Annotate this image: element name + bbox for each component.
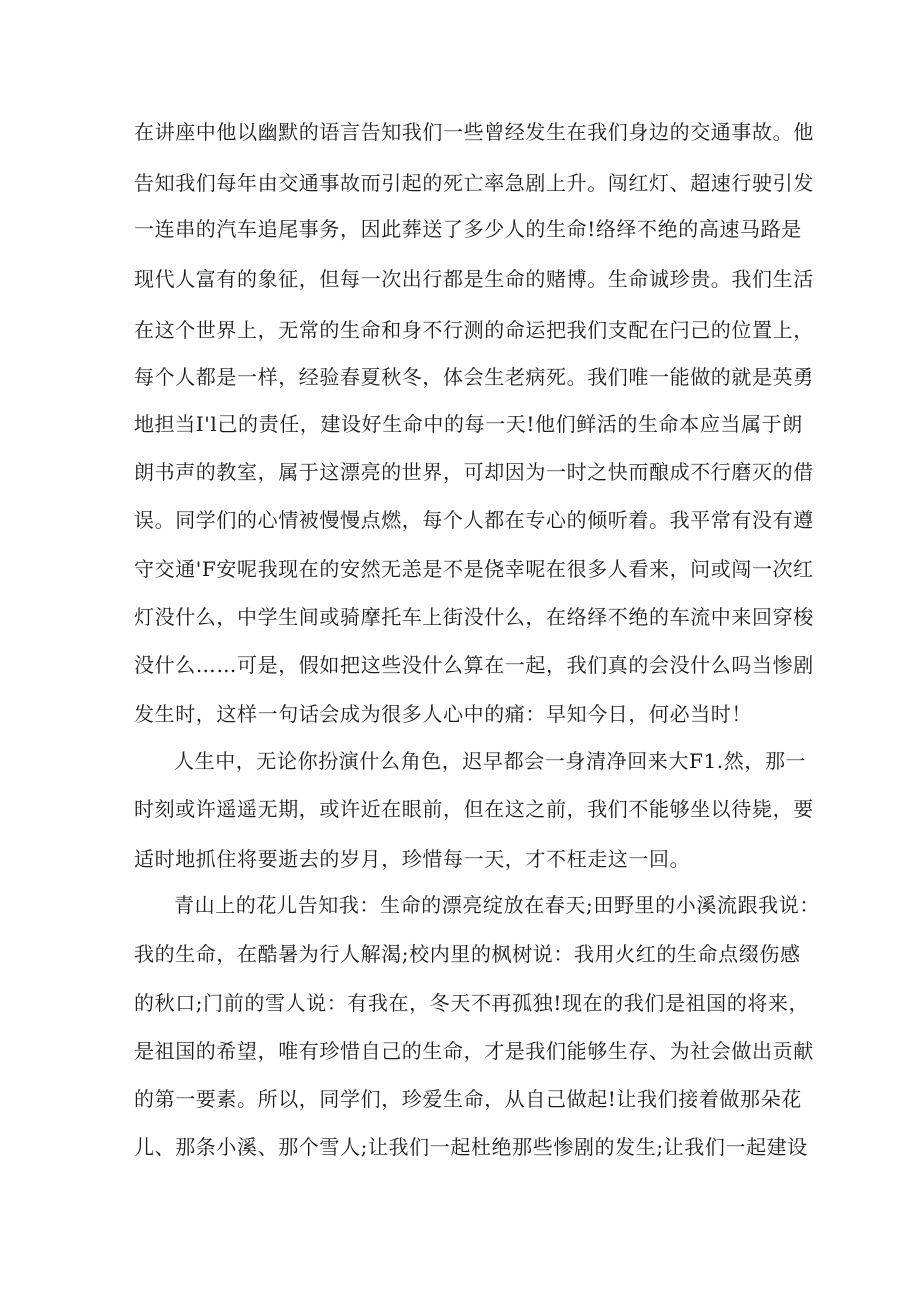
paragraph-1-line-13: 发生时，这样一句话会成为很多人心中的痛：早知今日，何必当时！: [134, 702, 752, 726]
paragraph-2-line-2: 时刻或许遥遥无期，或许近在眼前，但在这之前，我们不能够坐以待毙，要: [134, 797, 814, 821]
paragraph-1-line-1: 在讲座中他以幽默的语言告知我们一些曾经发生在我们身边的交通事故。他: [134, 120, 814, 144]
paragraph-3-line-3: 的秋口;门前的雪人说：有我在，冬天不再孤独!现在的我们是祖国的将来，: [134, 991, 810, 1015]
paragraph-1-line-2: 告知我们每年由交通事故而引起的死亡率急剧上升。闯红灯、超速行驶引发: [134, 171, 814, 195]
paragraph-1-line-12: 没什么……可是，假如把这些没什么算在一起，我们真的会没什么吗当惨剧: [134, 653, 814, 677]
paragraph-1-line-4: 现代人富有的象征，但每一次出行都是生命的赌博。生命诚珍贵。我们生活: [134, 267, 814, 291]
paragraph-1-line-10: 守交通'F安呢我现在的安然无恙是不是侥幸呢在很多人看来，问或闯一次红: [134, 557, 814, 581]
paragraph-2-line-3: 适时地抓住将要逝去的岁月，珍惜每一天，才不枉走这一回。: [134, 847, 691, 871]
paragraph-1-line-6: 每个人都是一样，经验春夏秋冬，体会生老病死。我们唯一能做的就是英勇: [134, 365, 814, 389]
paragraph-1-line-5: 在这个世界上，无常的生命和身不行测的命运把我们支配在闩己的位置上，: [134, 318, 814, 342]
paragraph-2-line-1: 人生中，无论你扮演什么角色，迟早都会一身清净回来大F1.然，那一: [174, 749, 807, 773]
paragraph-1-line-3: 一连串的汽车追尾事务，因此葬送了多少人的生命!络绎不绝的高速马路是: [134, 217, 802, 241]
paragraph-3-line-5: 的第一要素。所以，同学们，珍爱生命，从自己做起!让我们接着做那朵花: [134, 1087, 802, 1111]
paragraph-3-line-6: 儿、那条小溪、那个雪人;让我们一起杜绝那些惨剧的发生;让我们一起建设: [134, 1135, 808, 1159]
paragraph-3-line-4: 是祖国的希望，唯有珍惜自己的生命，才是我们能够生存、为社会做出贡献: [134, 1039, 814, 1063]
paragraph-3-line-1: 青山上的花儿告知我：生命的漂亮绽放在春天;田野里的小溪流跟我说：: [174, 893, 820, 917]
paragraph-3-line-2: 我的生命，在酷暑为行人解渴;校内里的枫树说：我用火红的生命点缀伤感: [134, 942, 801, 966]
paragraph-1-line-11: 灯没什么，中学生间或骑摩托车上街没什么，在络绎不绝的车流中来回穿梭: [134, 605, 814, 629]
paragraph-1-line-8: 朗书声的教室，属于这漂亮的世界，可却因为一时之快而酿成不行磨灭的借: [134, 460, 814, 484]
paragraph-1-line-9: 误。同学们的心情被慢慢点燃，每个人都在专心的倾听着。我平常有没有遵: [134, 508, 814, 532]
paragraph-1-line-7: 地担当I'l己的责任，建设好生命中的每一天!他们鲜活的生命本应当属于朗: [134, 412, 803, 436]
